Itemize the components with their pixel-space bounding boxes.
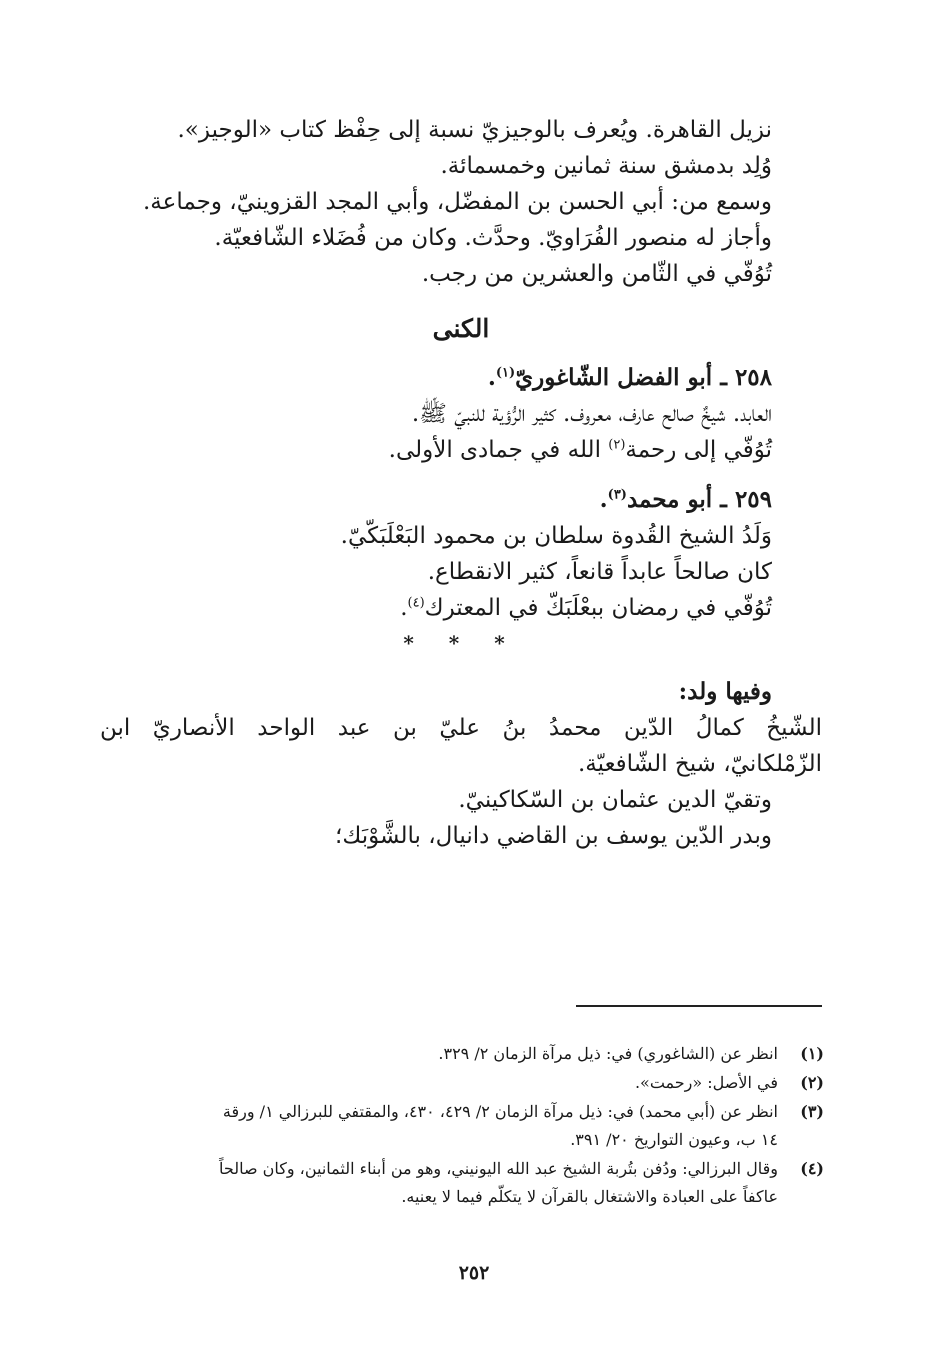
text-segment: . [400,595,408,621]
text-line: الزّمْلكانيّ، شيخ الشّافعيّة. [577,751,822,777]
text-line: كان صالحاً عابداً قانعاً، كثير الانقطاع. [427,559,772,585]
text-line: وُلِد بدمشق سنة ثمانين وخمسمائة. [440,153,772,179]
footnote-ref: (١) [495,365,516,381]
footnote-line: ١٤ ب، وعيون التواريخ ٢٠/ ٣٩١. [570,1130,778,1149]
text-line: الشّيخُ كمالُ الدّين محمدُ بنُ عليّ بن عبد الواحد الأنصاريّ ابن [100,715,822,741]
text-line: وسمع من: أبي الحسن بن المفضّل، وأبي المجد القزوينيّ، وجماعة. [143,189,772,215]
text-line: وأجاز له منصور الفُرَاويّ. وحدَّث. وكان من فُضَلاء الشّافعيّة. [214,225,772,251]
text-line: وتقيّ الدين عثمان بن السّكاكينيّ. [458,787,772,813]
footnote-line: في الأصل: «رحمت». [634,1073,778,1092]
footnote [104,1040,824,1068]
entry-heading-text: ٢٥٩ ـ أبو محمد [626,486,772,513]
text-line: وبدر الدّين يوسف بن القاضي دانيال، بالشَّوْبَك؛ [335,823,772,849]
footnote-number: (٣) [800,1102,824,1121]
spacer [100,660,822,674]
text-line: نزيل القاهرة. ويُعرف بالوجيزيّ نسبة إلى حِفْظ كتاب «الوجيز». [177,117,772,143]
footnote-number: (١) [800,1044,824,1063]
footnote-divider [576,1005,822,1007]
footnote-text [104,1098,778,1154]
section-title: الكنى [432,314,490,343]
footnote-ref: (٣) [607,487,627,503]
entry-heading-text: ٢٥٨ ـ أبو الفضل الشّاغوريّ [515,364,772,391]
footnote-line: عاكفاً على العبادة والاشتغال بالقرآن لا يتكلّم فيما لا يعنيه. [401,1187,778,1206]
text-line: تُوُفّي في الثّامن والعشرين من رجب. [421,261,772,287]
entry-heading-259 [100,482,822,518]
text-line: العابد. شيخٌ صالح عارف، معروف. كثير الرُّؤية للنبيّ ﷺ. [411,401,772,427]
text-segment: الله في جمادى الأولى. [388,437,609,463]
text-segment: تُوُفّي في رمضان ببعْلَبَكّ في المعترك [424,595,772,621]
footnote [104,1155,824,1211]
footnote-line: انظر عن (أبي محمد) في: ذيل مرآة الزمان ٢/ ٤٢٩، ٤٣٠، والمقتفي للبرزالي ١/ ورقة [222,1102,778,1121]
footnote-line: انظر عن (الشاغوري) في: ذيل مرآة الزمان ٢/ ٣٢٩. [438,1044,778,1063]
footnote-line: وقال البرزالي: ودُفن بتُربة الشيخ عبد الله اليونيني، وهو من أبناء الثمانين، وكان صالحاً [218,1159,778,1178]
footnote [104,1069,824,1097]
footnote-number: (٤) [800,1159,824,1178]
page-number: ٢٥٢ [458,1262,490,1284]
footnote-text [104,1155,778,1211]
text-line: وَلَدُ الشيخ القُدوة سلطان بن محمود البَعْلَبَكّيّ. [340,523,772,549]
footnote-ref: (٢) [608,437,626,453]
footnote-ref: (٤) [407,595,425,611]
section-separator: * * * [403,631,519,655]
footnote-text [104,1040,778,1068]
footnotes [104,1040,824,1212]
entry-heading-end: . [487,364,496,391]
entry-heading-end: . [599,486,608,513]
footnote-text [104,1069,778,1097]
footnote [104,1098,824,1154]
text-line [100,590,822,626]
main-text [100,112,822,854]
text-line [100,432,822,468]
entry-heading-258 [100,360,822,396]
born-title: وفيها ولد: [678,678,772,705]
spacer [100,468,822,482]
text-segment: تُوُفّي إلى رحمة [625,437,772,463]
footnote-number: (٢) [800,1073,824,1092]
